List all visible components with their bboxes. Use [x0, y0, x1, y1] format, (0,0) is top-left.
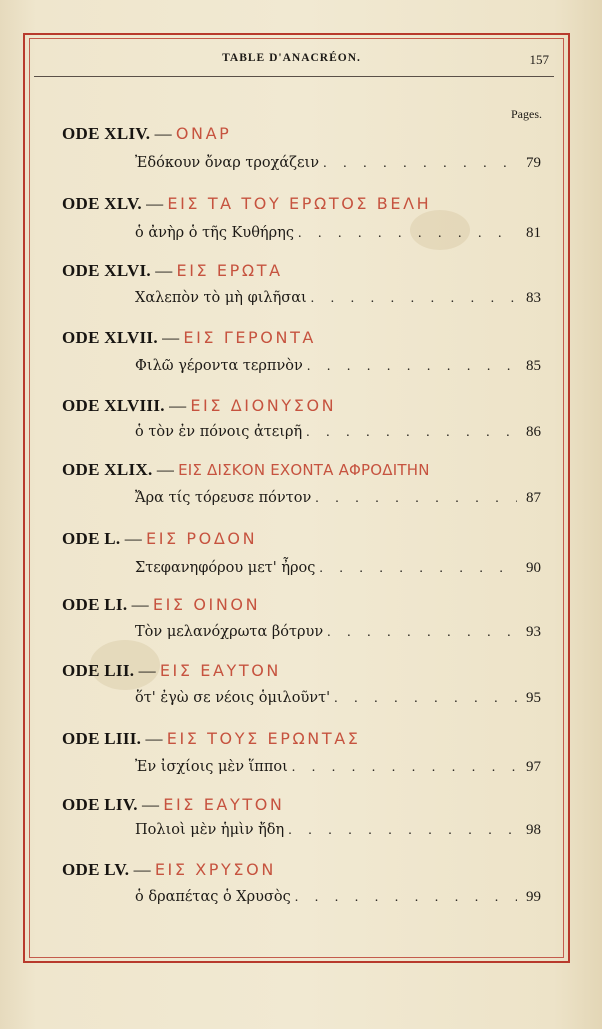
- dot-leader: [288, 820, 517, 842]
- dot-leader: [306, 422, 517, 444]
- ode-number: ODE LIV.: [62, 795, 138, 814]
- ode-first-line: Ἄρα τίς τόρευσε πόντον: [135, 490, 312, 506]
- ode-greek-title: ΟΝΑΡ: [175, 124, 232, 143]
- ode-greek-title: ΕΙΣ ΕΑΥΤΟΝ: [163, 795, 285, 814]
- ode-number: ODE LI.: [62, 595, 128, 614]
- ode-heading: ODE XLV. — ΕΙΣ ΤΑ ΤΟΥ ΕΡΩΤΟΣ ΒΕΛΗ: [62, 194, 432, 213]
- ode-first-line: Φιλῶ γέροντα τερπνὸν: [135, 358, 303, 374]
- entry-page-number: 95: [526, 690, 541, 706]
- ode-number: ODE XLIV.: [62, 124, 151, 143]
- entry-page-number: 85: [526, 358, 541, 374]
- ode-heading: ODE L. — ΕΙΣ ΡΟΔΟΝ: [62, 529, 258, 548]
- ode-heading: ODE XLVI. — ΕΙΣ ΕΡΩΤΑ: [62, 261, 283, 280]
- entry-page-number: 87: [526, 490, 541, 506]
- dot-leader: [323, 153, 517, 175]
- toc-entry: [135, 355, 541, 377]
- ode-number: ODE LIII.: [62, 729, 142, 748]
- toc-entry: [135, 621, 541, 643]
- ode-number: ODE XLVIII.: [62, 396, 165, 415]
- ode-first-line: ὁ τὸν ἐν πόνοις ἀτειρῆ: [135, 424, 303, 440]
- ode-first-line: ὅτ' ἐγὼ σε νέοις ὁμιλοῦντ': [135, 690, 331, 706]
- ode-heading: ODE LI. — ΕΙΣ ΟΙΝΟΝ: [62, 595, 261, 614]
- dot-leader: [334, 688, 517, 710]
- ode-greek-title: ΕΙΣ ΕΑΥΤΟΝ: [159, 661, 281, 680]
- ode-heading: ODE LV. — ΕΙΣ ΧΡΥΣΟΝ: [62, 860, 276, 879]
- page-number: 157: [529, 52, 549, 67]
- ode-number: ODE XLVI.: [62, 261, 151, 280]
- dot-leader: [311, 288, 517, 310]
- entry-page-number: 83: [526, 290, 541, 306]
- entry-page-number: 93: [526, 624, 541, 640]
- running-header: [34, 48, 549, 70]
- dot-leader: [315, 488, 517, 510]
- toc-entry: [135, 886, 541, 908]
- entry-page-number: 98: [526, 822, 541, 838]
- dot-leader: [327, 622, 517, 644]
- ode-greek-title: ΕΙΣ ΔΙΟΝΥΣΟΝ: [190, 396, 337, 415]
- entry-page-number: 86: [526, 424, 541, 440]
- ode-first-line: ὁ ἀνὴρ ὁ τῆς Κυθήρης: [135, 225, 294, 241]
- ode-number: ODE XLV.: [62, 194, 142, 213]
- ode-heading: ODE XLIX. — ΕΙΣ ΔΙΣΚΟΝ ΕΧΟΝΤΑ ΑΦΡΟΔΙΤΗΝ: [62, 460, 430, 479]
- toc-entry: [135, 756, 541, 778]
- entry-page-number: 90: [526, 560, 541, 576]
- dot-leader: [319, 558, 517, 580]
- dot-leader: [295, 887, 517, 909]
- pages-column-label: Pages.: [511, 107, 542, 121]
- ode-heading: ODE LIV. — ΕΙΣ ΕΑΥΤΟΝ: [62, 795, 285, 814]
- entry-page-number: 81: [526, 225, 541, 241]
- toc-entry: [135, 557, 541, 579]
- dot-leader: [307, 356, 517, 378]
- ode-number: ODE XLIX.: [62, 460, 153, 479]
- dot-leader: [292, 757, 517, 779]
- ode-heading: ODE LII. — ΕΙΣ ΕΑΥΤΟΝ: [62, 661, 281, 680]
- ode-greek-title: ΕΙΣ ΔΙΣΚΟΝ ΕΧΟΝΤΑ ΑΦΡΟΔΙΤΗΝ: [178, 461, 430, 479]
- ode-first-line: Στεφανηφόρου μετ' ἦρος: [135, 560, 316, 576]
- ode-first-line: Ἐν ἰσχίοις μὲν ἵπποι: [135, 759, 288, 775]
- ode-first-line: ὁ δραπέτας ὁ Χρυσὸς: [135, 889, 291, 905]
- ode-greek-title: ΕΙΣ ΡΟΔΟΝ: [145, 529, 258, 548]
- entry-page-number: 99: [526, 889, 541, 905]
- ode-greek-title: ΕΙΣ ΤΑ ΤΟΥ ΕΡΩΤΟΣ ΒΕΛΗ: [167, 194, 432, 213]
- entry-page-number: 97: [526, 759, 541, 775]
- ode-greek-title: ΕΙΣ ΟΙΝΟΝ: [152, 595, 261, 614]
- toc-entry: [135, 152, 541, 174]
- toc-entry: [135, 819, 541, 841]
- ode-number: ODE XLVII.: [62, 328, 158, 347]
- header-rule: [34, 76, 554, 77]
- toc-entry: [135, 687, 541, 709]
- dot-leader: [298, 223, 517, 245]
- ode-greek-title: ΕΙΣ ΕΡΩΤΑ: [176, 261, 283, 280]
- ode-heading: ODE XLVIII. — ΕΙΣ ΔΙΟΝΥΣΟΝ: [62, 396, 337, 415]
- ode-number: ODE L.: [62, 529, 121, 548]
- toc-entry: [135, 222, 541, 244]
- ode-first-line: Ἐδόκουν ὄναρ τροχάζειν: [135, 155, 320, 171]
- ode-heading: ODE XLVII. — ΕΙΣ ΓΕΡΟΝΤΑ: [62, 328, 316, 347]
- ode-greek-title: ΕΙΣ ΤΟΥΣ ΕΡΩΝΤΑΣ: [166, 729, 361, 748]
- ode-first-line: Χαλεπὸν τὸ μὴ φιλῆσαι: [135, 290, 307, 306]
- ode-first-line: Τὸν μελανόχρωτα βότρυν: [135, 624, 324, 640]
- ode-heading: ODE XLIV. — ΟΝΑΡ: [62, 124, 232, 143]
- entry-page-number: 79: [526, 155, 541, 171]
- ode-number: ODE LV.: [62, 860, 130, 879]
- ode-first-line: Πολιοὶ μὲν ἡμὶν ἤδη: [135, 822, 285, 838]
- toc-entry: [135, 487, 541, 509]
- toc-entry: [135, 287, 541, 309]
- ode-greek-title: ΕΙΣ ΓΕΡΟΝΤΑ: [183, 328, 316, 347]
- toc-entry: [135, 421, 541, 443]
- running-title: TABLE D'ANACRÉON.: [222, 52, 361, 64]
- ode-greek-title: ΕΙΣ ΧΡΥΣΟΝ: [154, 860, 276, 879]
- ode-heading: ODE LIII. — ΕΙΣ ΤΟΥΣ ΕΡΩΝΤΑΣ: [62, 729, 361, 748]
- ode-number: ODE LII.: [62, 661, 135, 680]
